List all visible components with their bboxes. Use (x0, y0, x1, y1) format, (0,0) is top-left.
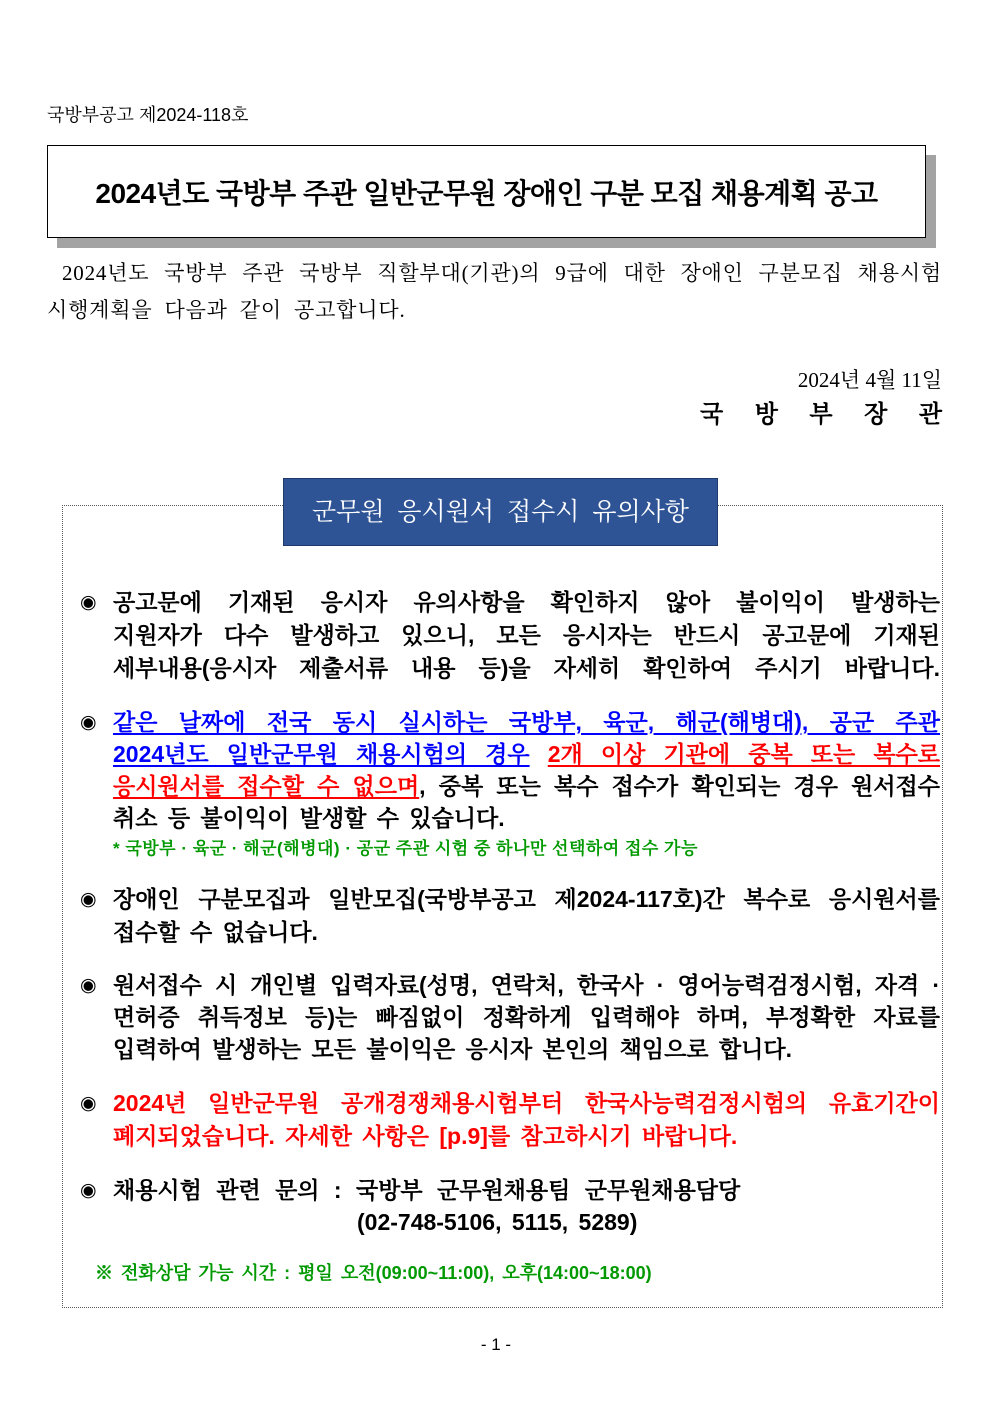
issuer-name: 국 방 부 장 관 (700, 402, 942, 428)
notice-item-line: 2024년 일반군무원 공개경쟁채용시험부터 한국사능력검정시험의 유효기간이 (113, 1090, 940, 1116)
notice-item-line: 지원자가 다수 발생하고 있으니, 모든 응시자는 반드시 공고문에 기재된 (113, 622, 940, 648)
intro-paragraph (47, 255, 942, 329)
notice-item-body (113, 586, 940, 685)
notice-item-line: 공고문에 기재된 응시자 유의사항을 확인하지 않아 불이익이 발생하는 (113, 589, 940, 615)
notice-item-body (113, 883, 940, 949)
intro-line: 시행계획을 다음과 같이 공고합니다. (47, 298, 406, 322)
contact-phone-numbers: (02-748-5106, 5115, 5289) (357, 1209, 638, 1235)
notice-item-line (113, 770, 940, 802)
intro-line: 2024년도 국방부 주관 국방부 직할부대(기관)의 9급에 대한 장애인 구분모집 채용시험 (62, 261, 942, 285)
announcement-date: 2024년 4월 11일 (797, 368, 942, 392)
notice-item (78, 1174, 940, 1238)
emphasis-red-text: 2개 이상 기관에 중복 또는 복수로 (547, 741, 941, 767)
notice-item-body (113, 969, 940, 1065)
item-note: * 국방부 · 육군 · 해군(해병대) · 공군 주관 시험 중 하나만 선택하여 접수 가능 (113, 839, 698, 858)
contact-line: 채용시험 관련 문의 : 국방부 군무원채용팀 군무원채용담당 (113, 1177, 741, 1203)
notice-item-body (113, 706, 940, 864)
emphasis-blue-text: 2024년도 일반군무원 채용시험의 경우 (113, 741, 530, 767)
notice-item (78, 586, 940, 685)
notice-item-line: 세부내용(응시자 제출서류 내용 등)을 자세히 확인하여 주시기 바랍니다. (113, 655, 940, 681)
emphasis-red-text: 응시원서를 접수할 수 없으며 (113, 773, 420, 799)
notice-item (78, 883, 940, 949)
notice-item (78, 1087, 940, 1153)
notice-item-body (113, 1087, 940, 1153)
page-number: - 1 - (480, 1335, 512, 1354)
bullet-icon: ◉ (80, 888, 97, 910)
bullet-icon: ◉ (80, 1092, 97, 1114)
notice-item-line (113, 738, 940, 770)
bullet-icon: ◉ (80, 711, 97, 733)
notice-item (78, 706, 940, 864)
notice-item-body (113, 1174, 940, 1238)
notice-item-line (113, 706, 940, 738)
notice-item (78, 969, 940, 1065)
notice-heading: 군무원 응시원서 접수시 유의사항 (283, 478, 718, 546)
notice-item-line: 접수할 수 없습니다. (113, 919, 318, 945)
bullet-icon: ◉ (80, 591, 97, 613)
emphasis-blue-text: 같은 날짜에 전국 동시 실시하는 국방부, 육군, 해군(해병대), 공군 주관 (113, 709, 940, 735)
notice-item-line: 원서접수 시 개인별 입력자료(성명, 연락처, 한국사 · 영어능력검정시험, 자격 · (113, 972, 940, 998)
phone-hours-note: ※ 전화상담 가능 시간 : 평일 오전(09:00~11:00), 오후(14:00~18:00) (95, 1263, 652, 1283)
notice-item-line: 폐지되었습니다. 자세한 사항은 [p.9]를 참고하시기 바랍니다. (113, 1123, 738, 1149)
document-title: 2024년도 국방부 주관 일반군무원 장애인 구분 모집 채용계획 공고 (95, 177, 878, 209)
bullet-icon: ◉ (80, 974, 97, 996)
notice-item-line: 입력하여 발생하는 모든 불이익은 응시자 본인의 책임으로 합니다. (113, 1036, 793, 1062)
bullet-icon: ◉ (80, 1179, 97, 1201)
notice-item-line: 취소 등 불이익이 발생할 수 있습니다. (113, 805, 505, 831)
plain-text: , 중복 또는 복수 접수가 확인되는 경우 원서접수 (419, 773, 940, 799)
notice-number: 국방부공고 제2024-118호 (47, 105, 249, 125)
notice-item-line: 장애인 구분모집과 일반모집(국방부공고 제2024-117호)간 복수로 응시원서를 (113, 886, 940, 912)
notice-item-line: 면허증 취득정보 등)는 빠짐없이 정확하게 입력해야 하며, 부정확한 자료를 (113, 1004, 940, 1030)
title-box (47, 145, 926, 238)
